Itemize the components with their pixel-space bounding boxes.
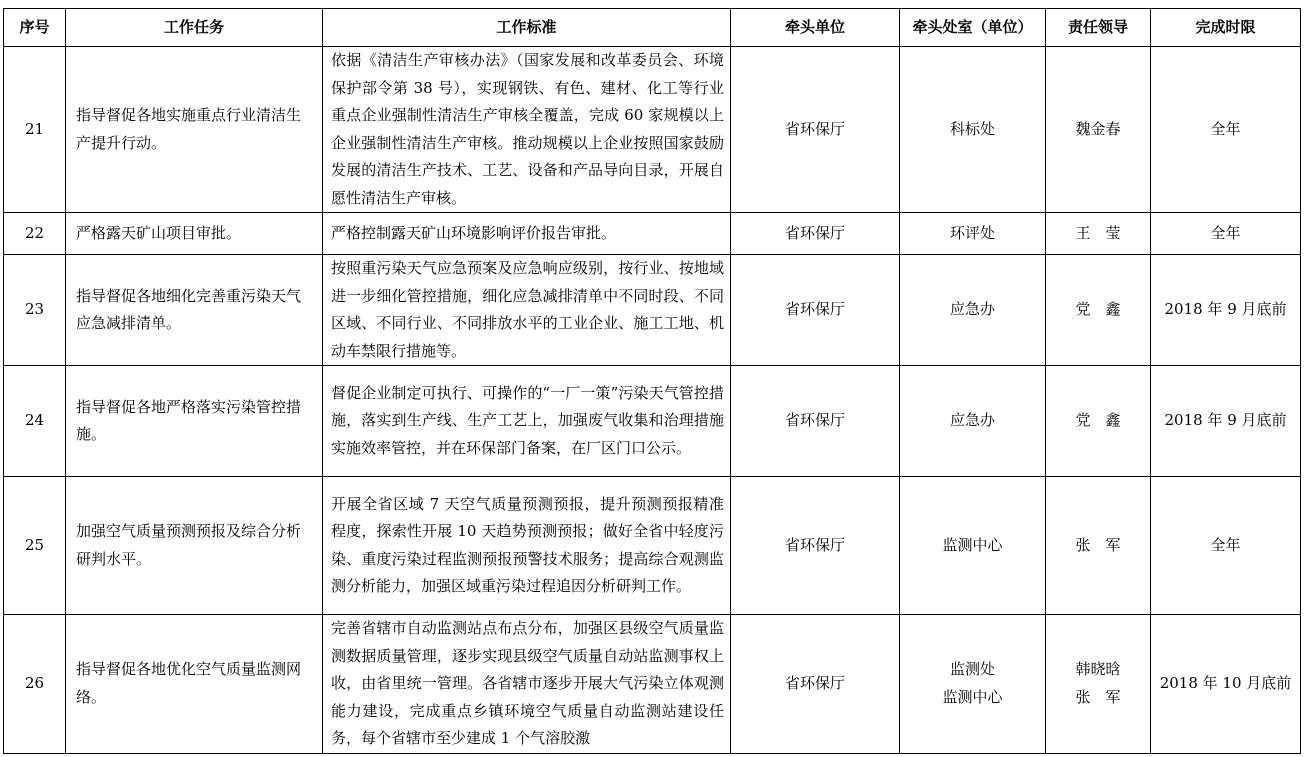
row-leader <box>1046 255 1151 366</box>
row-leader <box>1046 366 1151 477</box>
header-row <box>4 9 1301 47</box>
row-deadline: 全年 <box>1151 477 1301 615</box>
row-unit: 省环保厅 <box>731 366 900 477</box>
table-row <box>4 255 1301 366</box>
leader-line: 韩晓晗 <box>1075 660 1121 679</box>
row-unit: 省环保厅 <box>731 477 900 615</box>
header-deadline: 完成时限 <box>1151 9 1301 47</box>
row-standard: 依据《清洁生产审核办法》（国家发展和改革委员会、环境保护部令第 38 号），实现钢铁、有色、建材、化工等行业重点企业强制性清洁生产审核全覆盖，完成 60 家规模以上企业强制性清洁生产审核。推动规模以上企业按照国家鼓励发展的清洁生产技术、工艺、设备和产品导向目录，开展自愿性清洁生产审核。 <box>323 47 731 213</box>
header-dept: 牵头处室（单位） <box>900 9 1046 47</box>
document-page <box>3 8 1301 754</box>
row-unit: 省环保厅 <box>731 213 900 255</box>
dept-line: 监测处 <box>949 660 995 679</box>
row-task: 严格露天矿山项目审批。 <box>66 213 323 255</box>
table-row <box>4 47 1301 213</box>
row-standard: 督促企业制定可执行、可操作的“一厂一策”污染天气管控措施，落实到生产线、生产工艺上，加强废气收集和治理措施实施效率管控，并在环保部门备案，在厂区门口公示。 <box>323 366 731 477</box>
dept-line: 监测中心 <box>942 535 1003 554</box>
row-unit: 省环保厅 <box>731 47 900 213</box>
leader-line: 王 莹 <box>1075 223 1121 242</box>
row-number: 21 <box>4 47 66 213</box>
leader-line: 党 鑫 <box>1075 300 1121 319</box>
row-unit: 省环保厅 <box>731 255 900 366</box>
table-row <box>4 213 1301 255</box>
row-leader <box>1046 615 1151 754</box>
table-row <box>4 366 1301 477</box>
row-leader <box>1046 213 1151 255</box>
row-deadline: 全年 <box>1151 47 1301 213</box>
dept-line: 环评处 <box>949 223 995 242</box>
header-task: 工作任务 <box>66 9 323 47</box>
row-dept <box>900 47 1046 213</box>
row-standard: 完善省辖市自动监测站点布点分布，加强区县级空气质量监测数据质量管理，逐步实现县级空气质量自动站监测事权上收，由省里统一管理。各省辖市逐步开展大气污染立体观测能力建设，完成重点乡镇环境空气质量自动监测站建设任务，每个省辖市至少建成 1 个气溶胶激 <box>323 615 731 754</box>
dept-line: 应急办 <box>949 411 995 430</box>
row-number: 25 <box>4 477 66 615</box>
leader-line: 张 军 <box>1075 535 1121 554</box>
row-task: 加强空气质量预测预报及综合分析研判水平。 <box>66 477 323 615</box>
header-leader: 责任领导 <box>1046 9 1151 47</box>
row-task: 指导督促各地严格落实污染管控措施。 <box>66 366 323 477</box>
row-dept <box>900 477 1046 615</box>
row-number: 22 <box>4 213 66 255</box>
row-deadline: 全年 <box>1151 213 1301 255</box>
table-row <box>4 615 1301 754</box>
dept-line: 科标处 <box>949 119 995 138</box>
row-task: 指导督促各地实施重点行业清洁生产提升行动。 <box>66 47 323 213</box>
row-deadline: 2018 年 10 月底前 <box>1151 615 1301 754</box>
row-dept <box>900 615 1046 754</box>
row-number: 26 <box>4 615 66 754</box>
header-no: 序号 <box>4 9 66 47</box>
row-deadline: 2018 年 9 月底前 <box>1151 255 1301 366</box>
row-number: 23 <box>4 255 66 366</box>
row-task: 指导督促各地细化完善重污染天气应急减排清单。 <box>66 255 323 366</box>
row-number: 24 <box>4 366 66 477</box>
row-standard: 按照重污染天气应急预案及应急响应级别，按行业、按地域进一步细化管控措施，细化应急减排清单中不同时段、不同区域、不同行业、不同排放水平的工业企业、施工工地、机动车禁限行措施等。 <box>323 255 731 366</box>
table-row <box>4 477 1301 615</box>
leader-line: 魏金春 <box>1075 119 1121 138</box>
task-table <box>3 8 1301 754</box>
leader-line: 张 军 <box>1075 687 1121 706</box>
row-leader <box>1046 47 1151 213</box>
row-leader <box>1046 477 1151 615</box>
row-standard: 严格控制露天矿山环境影响评价报告审批。 <box>323 213 731 255</box>
leader-line: 党 鑫 <box>1075 411 1121 430</box>
row-deadline: 2018 年 9 月底前 <box>1151 366 1301 477</box>
dept-line: 监测中心 <box>942 687 1003 706</box>
dept-line: 应急办 <box>949 300 995 319</box>
row-dept <box>900 366 1046 477</box>
row-unit: 省环保厅 <box>731 615 900 754</box>
row-dept <box>900 255 1046 366</box>
row-standard: 开展全省区域 7 天空气质量预测预报，提升预测预报精准程度，探索性开展 10 天趋势预测预报；做好全省中轻度污染、重度污染过程监测预报预警技术服务；提高综合观测监测分析能力，加强区域重污染过程追因分析研判工作。 <box>323 477 731 615</box>
header-unit: 牵头单位 <box>731 9 900 47</box>
row-dept <box>900 213 1046 255</box>
row-task: 指导督促各地优化空气质量监测网络。 <box>66 615 323 754</box>
header-standard: 工作标准 <box>323 9 731 47</box>
